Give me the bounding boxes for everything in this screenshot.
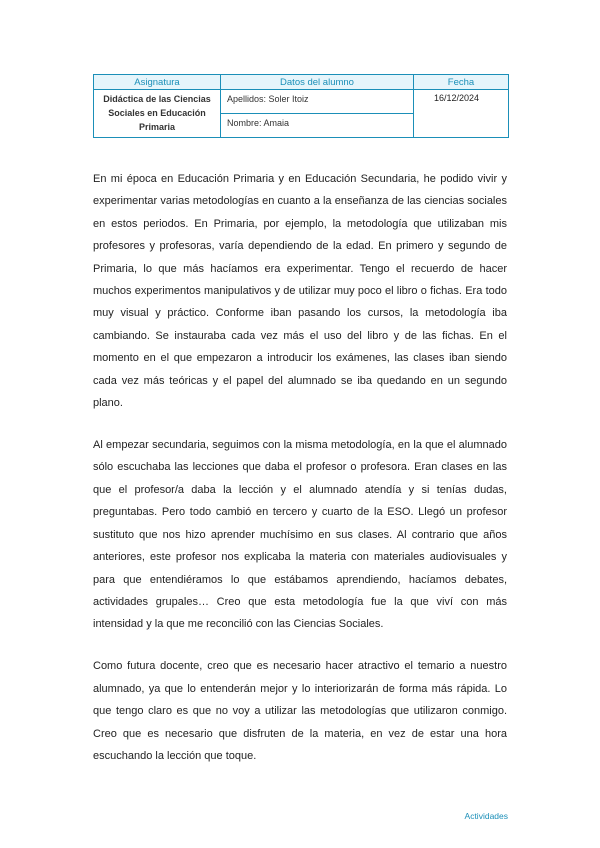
col-date-header: Fecha	[414, 75, 509, 90]
header-table	[93, 74, 509, 138]
name-value: Nombre: Amaia	[221, 114, 414, 138]
date-value: 16/12/2024	[414, 90, 509, 138]
col-student-header: Datos del alumno	[221, 75, 414, 90]
data-row-1	[94, 90, 509, 114]
paragraph-2: Al empezar secundaria, seguimos con la misma metodología, en la que el alumnado sólo escuchaba las lecciones que daba el profesor o profesora. Eran clases en las que el profesor/a daba la lección y el alumnado atendía y si tenías dudas, preguntabas. Pero todo cambió en tercero y cuarto de la ESO. Llegó un profesor sustituto que nos hizo aprender muchísimo en sus clases. Al contrario que años anteriores, este profesor nos explicaba la materia con materiales audiovisuales y para que entendiéramos lo que estábamos aprendiendo, hacíamos debates, actividades grupales… Creo que esta metodología fue la que viví con más intensidad y la que me reconcilió con las Ciencias Sociales.	[93, 439, 507, 631]
document-body	[93, 168, 507, 787]
subject-value: Didáctica de las Ciencias Sociales en Educación Primaria	[94, 90, 221, 138]
footer-label: Actividades	[464, 811, 508, 821]
col-subject-header: Asignatura	[94, 75, 221, 90]
paragraph-1: En mi época en Educación Primaria y en Educación Secundaria, he podido vivir y experimentar varias metodologías en cuanto a la enseñanza de las ciencias sociales en estos periodos. En Primaria, por ejemplo, la metodología que utilizaban mis profesores y profesoras, varía dependiendo de la edad. En primero y segundo de Primaria, lo que más hacíamos era experimentar. Tengo el recuerdo de hacer muchos experimentos manipulativos y de utilizar muy poco el libro o fichas. Era todo muy visual y práctico. Conforme iban pasando los cursos, la metodología iba cambiando. Se instauraba cada vez más el uso del libro y de las fichas. En el momento en el que empezaron a introducir los exámenes, las clases iban siendo cada vez más teóricas y el papel del alumnado se iba quedando en un segundo plano.	[93, 173, 507, 410]
header-row	[94, 75, 509, 90]
paragraph-3: Como futura docente, creo que es necesario hacer atractivo el temario a nuestro alumnado, ya que lo entenderán mejor y lo interiorizarán de forma más rápida. Lo que tengo claro es que no voy a utilizar las metodologías que utilizaron conmigo. Creo que es necesario que disfruten de la materia, en vez de estar una hora escuchando la lección que toque.	[93, 660, 507, 762]
surname-value: Apellidos: Soler Itoiz	[221, 90, 414, 114]
